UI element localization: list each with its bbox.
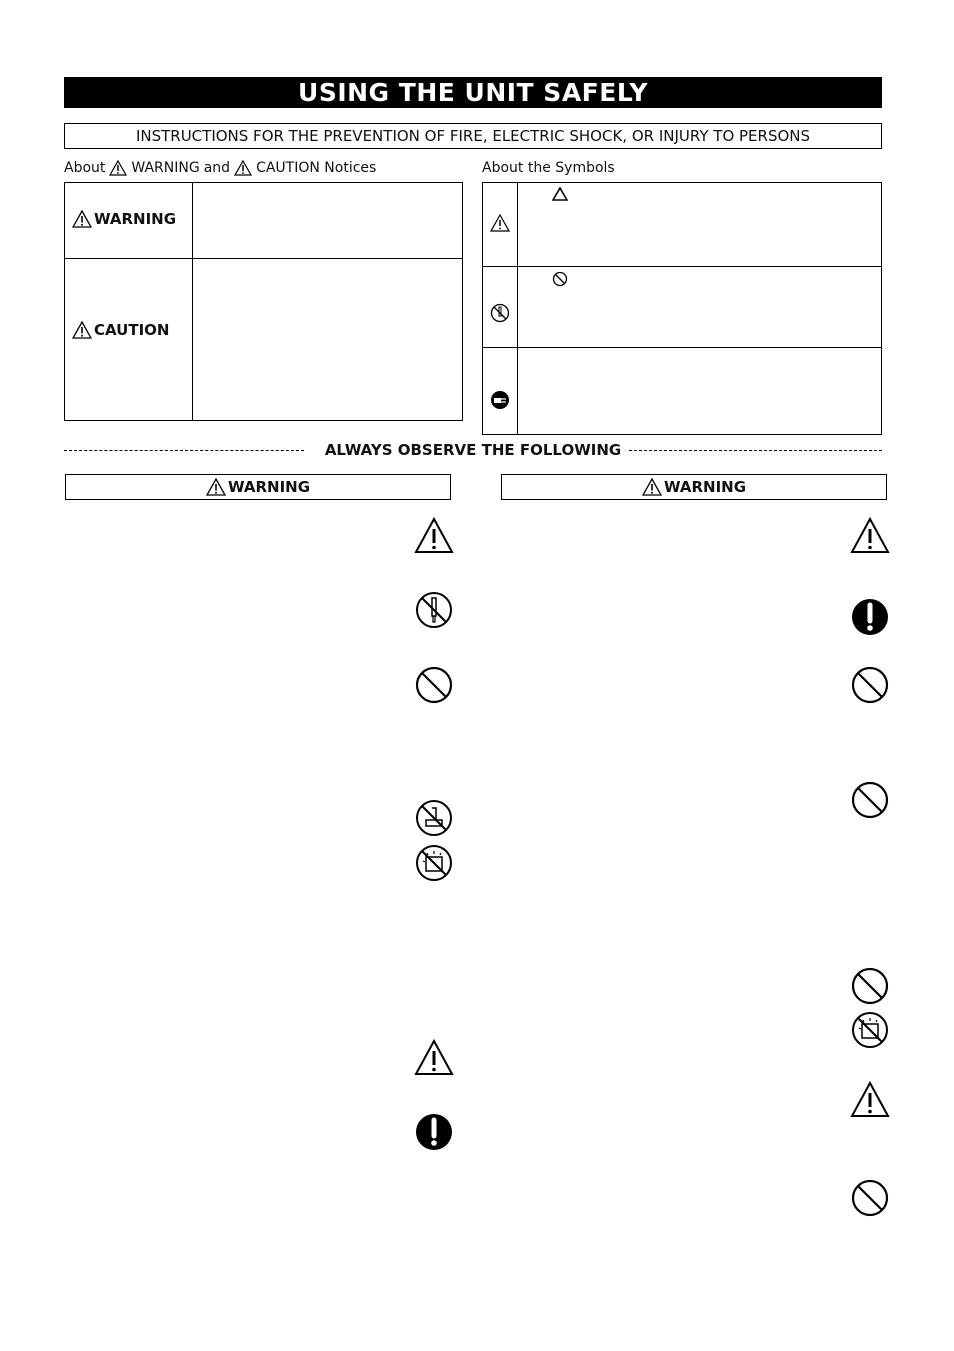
prohibition-icon: [850, 1178, 890, 1218]
always-observe-divider: [64, 441, 882, 461]
right-warning-text: WARNING: [663, 478, 747, 496]
prohibition-icon: [850, 966, 890, 1006]
caption-caution: CAUTION Notices: [256, 160, 377, 176]
warning-triangle-icon: [109, 160, 127, 176]
left-warning-header: [65, 474, 451, 500]
right-warning-header: [501, 474, 887, 500]
left-warning-text: WARNING: [227, 478, 311, 496]
warning-triangle-icon: [206, 478, 226, 496]
caution-triangle-icon: [72, 321, 92, 339]
symbols-table: [482, 182, 882, 435]
prohibition-icon: [850, 665, 890, 705]
triangle-symbol-icon: [552, 187, 568, 201]
do-not-expose-to-water-icon: [850, 1010, 890, 1050]
caution-triangle-icon: [850, 1080, 890, 1120]
do-not-disassemble-icon: [414, 590, 454, 630]
do-not-disassemble-icon: [490, 303, 510, 323]
do-not-place-liquids-icon: [414, 798, 454, 838]
warning-triangle-icon: [642, 478, 662, 496]
page-title: USING THE UNIT SAFELY: [64, 77, 882, 108]
prohibition-icon: [414, 665, 454, 705]
notices-caption: [64, 160, 376, 176]
caption-about: About: [64, 160, 106, 176]
caution-triangle-icon: [414, 516, 454, 556]
caution-triangle-icon: [850, 516, 890, 556]
caption-and: and: [203, 160, 231, 176]
caution-triangle-icon: [490, 214, 510, 232]
warning-label: [72, 210, 176, 228]
mandatory-action-icon: [850, 597, 890, 637]
caution-label-text: CAUTION: [94, 321, 170, 339]
do-not-expose-to-water-icon: [414, 843, 454, 883]
caption-warning: WARNING: [131, 160, 200, 176]
caution-triangle-icon: [234, 160, 252, 176]
unplug-icon: [490, 390, 510, 410]
instructions-subtitle: INSTRUCTIONS FOR THE PREVENTION OF FIRE, ELECTRIC SHOCK, OR INJURY TO PERSONS: [64, 123, 882, 149]
symbols-caption: About the Symbols: [482, 160, 615, 176]
mandatory-action-icon: [414, 1112, 454, 1152]
prohibition-icon: [850, 780, 890, 820]
warning-label-text: WARNING: [94, 210, 177, 228]
prohibition-symbol-icon: [552, 271, 568, 287]
always-observe-heading: ALWAYS OBSERVE THE FOLLOWING: [324, 441, 622, 459]
warning-triangle-icon: [72, 210, 92, 228]
caution-label: [72, 321, 169, 339]
notices-table: [64, 182, 463, 421]
caution-triangle-icon: [414, 1038, 454, 1078]
